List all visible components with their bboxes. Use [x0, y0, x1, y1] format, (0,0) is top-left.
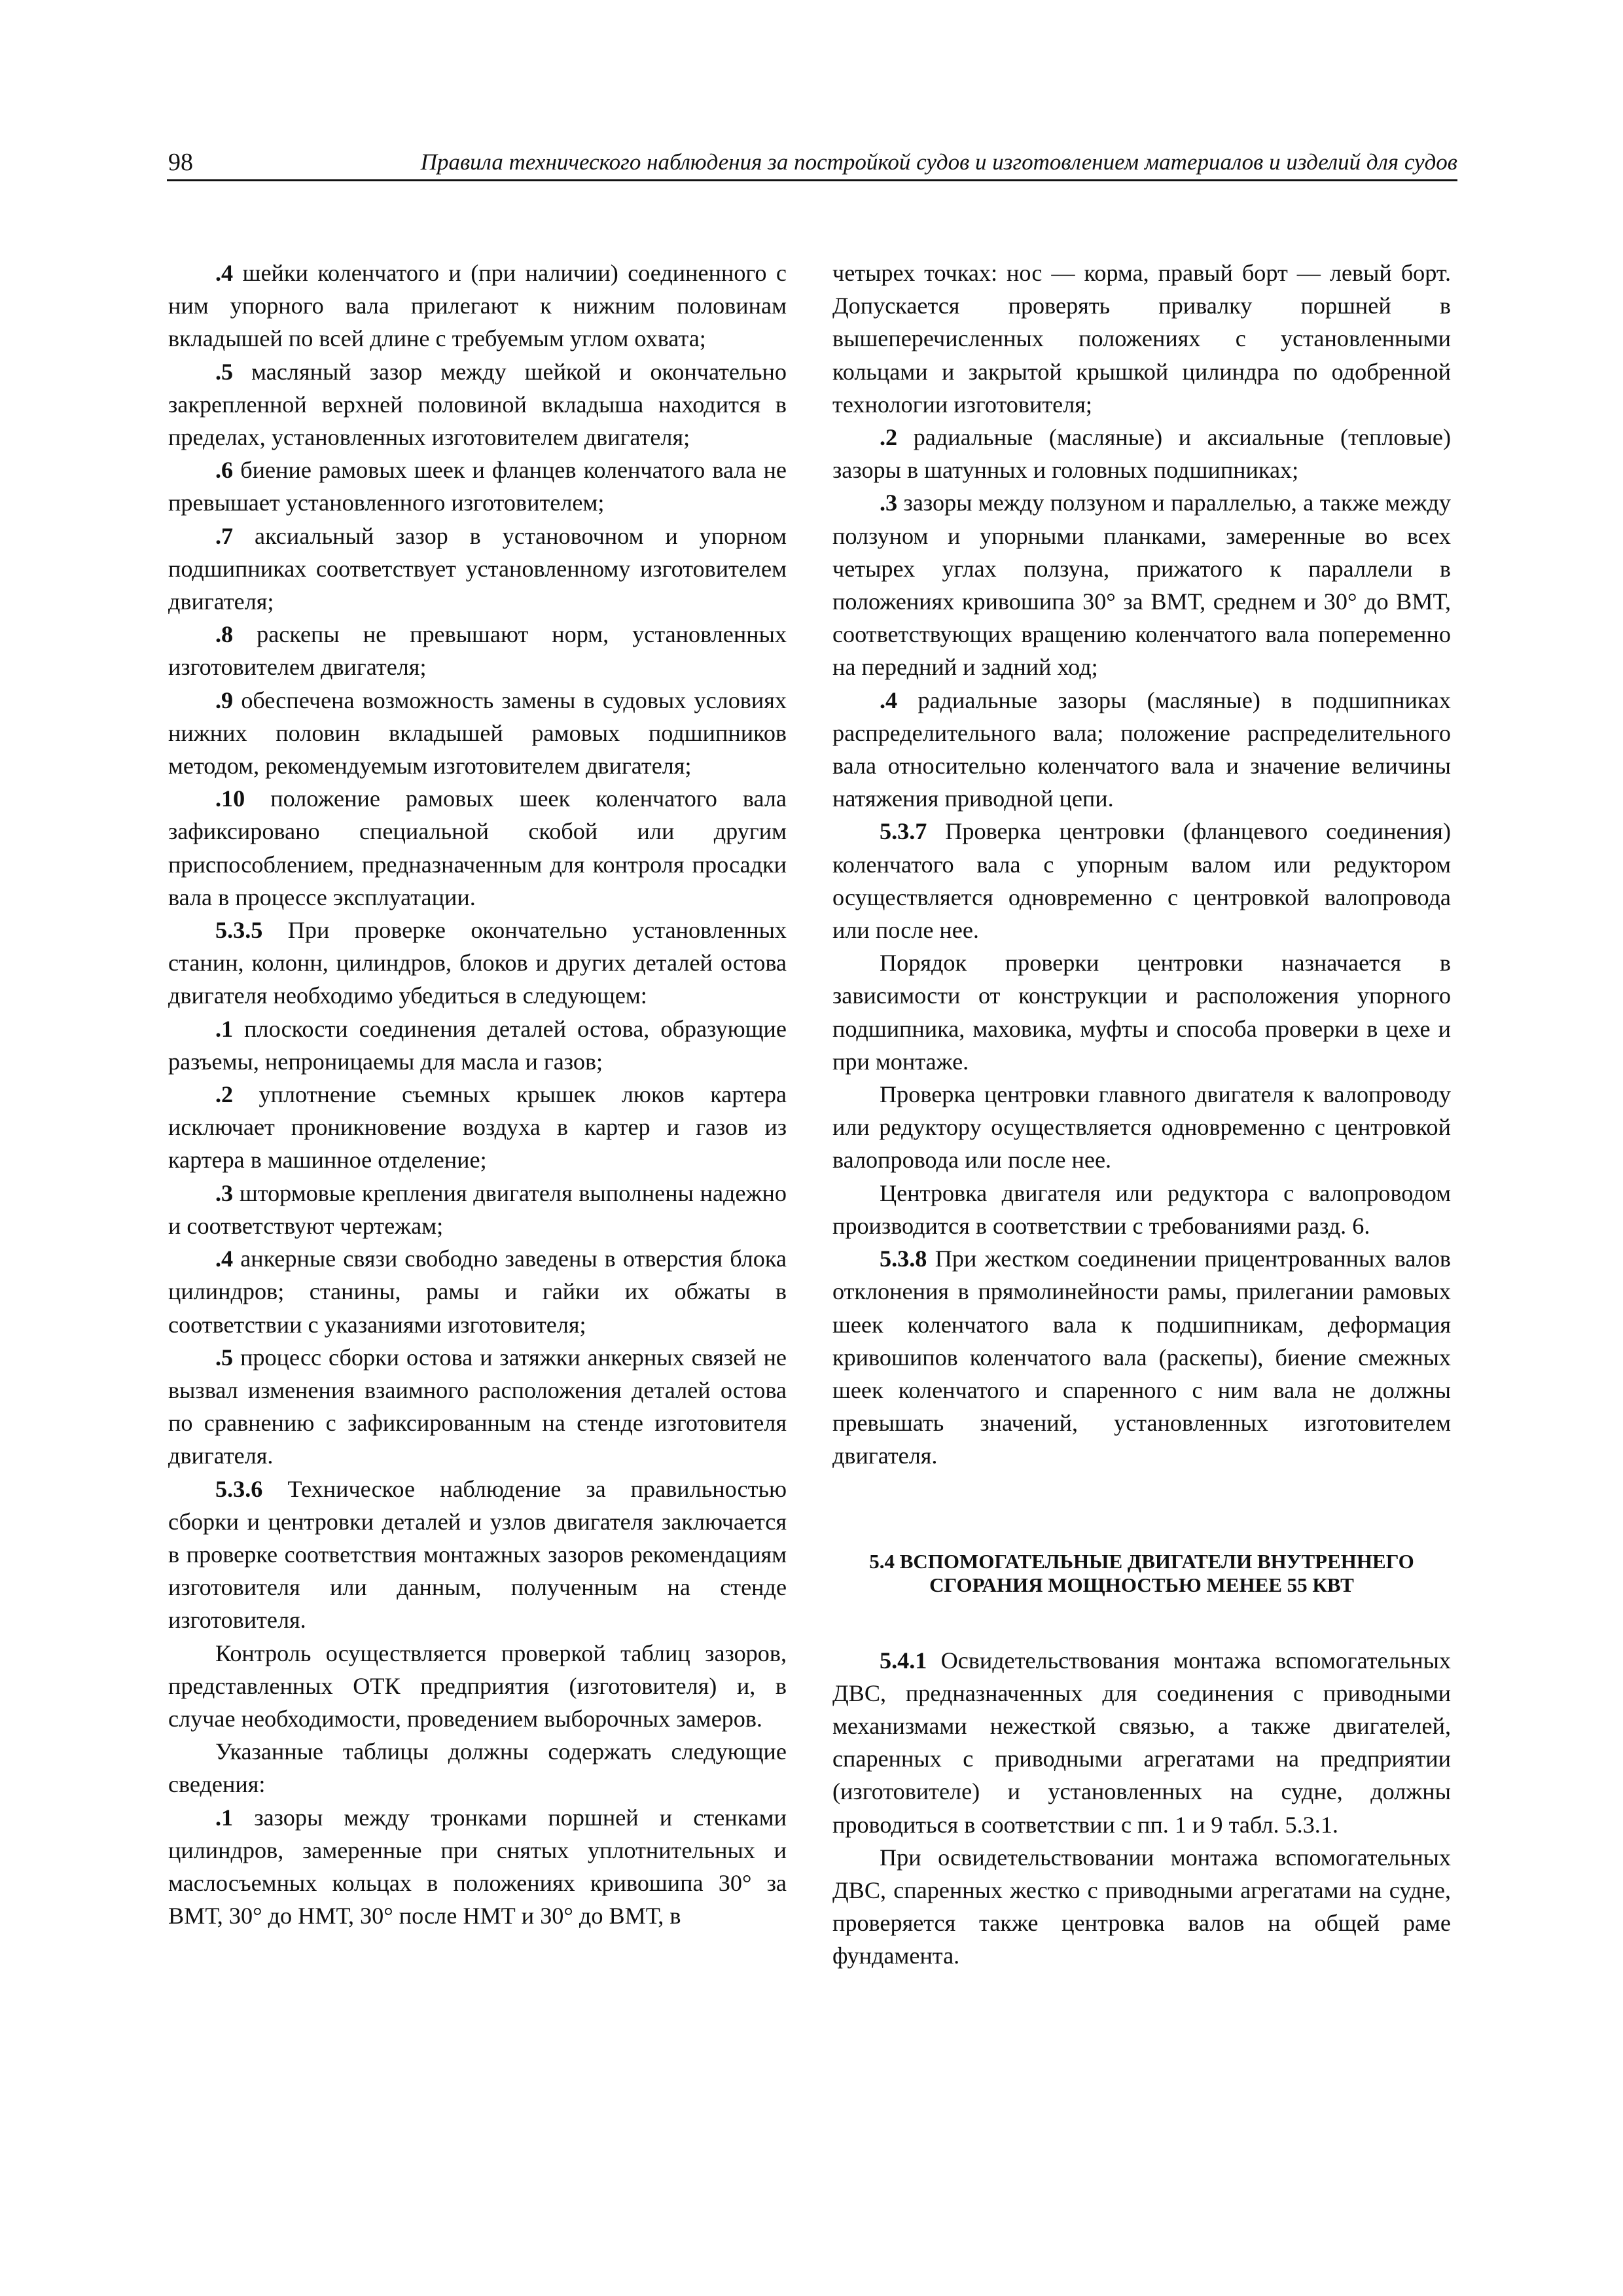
item-number: .3: [880, 490, 898, 516]
paragraph: [168, 1801, 787, 1933]
paragraph: [168, 914, 787, 1013]
paragraph: [168, 257, 787, 355]
paragraph: [832, 1242, 1451, 1472]
item-number: .4: [215, 1246, 234, 1272]
item-number: .3: [215, 1179, 234, 1206]
paragraph: [832, 486, 1451, 683]
paragraph-text: Порядок проверки центровки назначается в зависимости от конструкции и расположения упорного подшипника, маховика, муфты и способа проверки в цехе и при монтаже.: [832, 950, 1451, 1075]
paragraph-text: Контроль осуществляется проверкой таблиц зазоров, представленных ОТК предприятия (изготовителя) и, в случае необходимости, проведением выборочных замеров.: [168, 1640, 787, 1732]
paragraph-text: При освидетельствовании монтажа вспомогательных ДВС, спаренных жестко с приводными агрегатами на судне, проверяется также центровка валов на общей раме фундамента.: [832, 1844, 1451, 1969]
item-number: .1: [215, 1804, 234, 1831]
paragraph: [832, 1177, 1451, 1242]
paragraph: [832, 1078, 1451, 1177]
paragraph-text: процесс сборки остова и затяжки анкерных связей не вызвал изменения взаимного расположения деталей остова по сравнению с зафиксированным на стенде изготовителя двигателя.: [168, 1344, 787, 1469]
clause-number: 5.3.8: [880, 1246, 927, 1272]
paragraph-text: раскепы не превышают норм, установленных изготовителем двигателя;: [168, 621, 787, 681]
paragraph: [832, 257, 1451, 421]
paragraph-text: плоскости соединения деталей остова, образующие разъемы, непроницаемы для масла и газов;: [168, 1015, 787, 1075]
clause-number: 5.3.6: [215, 1475, 263, 1502]
section-heading: [832, 1550, 1451, 1597]
item-number: .4: [215, 260, 234, 286]
paragraph-text: зазоры между ползуном и параллелью, а также между ползуном и упорными планками, замеренные во всех четырех углах ползуна, прижатого к параллели в положениях кривошипа 30° за ВМТ, среднем и 30° до ВМТ, соответствующих вращению коленчатого вала попеременно на передний и задний ход;: [832, 490, 1451, 681]
paragraph: [168, 1078, 787, 1177]
left-column: [168, 257, 787, 1932]
running-header: [167, 145, 1457, 181]
paragraph-text: При проверке окончательно установленных станин, колонн, цилиндров, блоков и других деталей остова двигателя необходимо убедиться в следующем:: [168, 917, 787, 1009]
paragraph-text: масляный зазор между шейкой и окончательно закрепленной верхней половиной вкладыша находится в пределах, установленных изготовителем двигателя;: [168, 358, 787, 451]
clause-number: 5.3.7: [880, 818, 927, 845]
paragraph: [168, 1242, 787, 1341]
paragraph-text: радиальные зазоры (масляные) в подшипниках распределительного вала; положение распределительного вала относительно коленчатого вала и значение величины натяжения приводной цепи.: [832, 687, 1451, 812]
paragraph-text: обеспечена возможность замены в судовых условиях нижних половин вкладышей рамовых подшипников методом, рекомендуемым изготовителем двигателя;: [168, 687, 787, 780]
item-number: .1: [215, 1015, 234, 1042]
item-number: .2: [880, 424, 898, 451]
paragraph-text: уплотнение съемных крышек люков картера исключает проникновение воздуха в картер и газов из картера в машинное отделение;: [168, 1081, 787, 1174]
paragraph: [832, 946, 1451, 1078]
running-title: Правила технического наблюдения за постройкой судов и изготовлением материалов и изделий для судов: [420, 149, 1457, 175]
section-heading-line: 5.4 ВСПОМОГАТЕЛЬНЫЕ ДВИГАТЕЛИ ВНУТРЕННЕГО: [869, 1549, 1414, 1573]
paragraph: [168, 618, 787, 683]
clause-number: 5.3.5: [215, 917, 263, 944]
right-column: [832, 257, 1451, 1973]
paragraph-text: шейки коленчатого и (при наличии) соединенного с ним упорного вала прилегают к нижним половинам вкладышей по всей длине с требуемым углом охвата;: [168, 260, 787, 352]
item-number: .10: [215, 785, 245, 812]
paragraph: [168, 1637, 787, 1736]
paragraph-text: зазоры между тронками поршней и стенками цилиндров, замеренные при снятых уплотнительных и маслосъемных кольцах в положениях кривошипа 30° за ВМТ, 30° до НМТ, 30° после НМТ и 30° до ВМТ, в: [168, 1804, 787, 1929]
paragraph: [168, 355, 787, 454]
paragraph-text: радиальные (масляные) и аксиальные (тепловые) зазоры в шатунных и головных подшипниках;: [832, 424, 1451, 484]
paragraph: [168, 1473, 787, 1637]
item-number: .5: [215, 358, 234, 385]
paragraph-text: Проверка центровки главного двигателя к валопроводу или редуктору осуществляется одновременно с центровкой валопровода или после нее.: [832, 1081, 1451, 1174]
item-number: .8: [215, 621, 234, 648]
paragraph-text: положение рамовых шеек коленчатого вала зафиксировано специальной скобой или другим приспособлением, предназначенным для контроля просадки вала в процессе эксплуатации.: [168, 785, 787, 910]
paragraph: [168, 1341, 787, 1473]
item-number: .2: [215, 1081, 234, 1108]
paragraph: [832, 684, 1451, 816]
paragraph-text: Проверка центровки (фланцевого соединения) коленчатого вала с упорным валом или редуктором осуществляется одновременно с центровкой валопровода или после нее.: [832, 818, 1451, 944]
paragraph-text: четырех точках: нос — корма, правый борт — левый борт. Допускается проверять привалку поршней в вышеперечисленных положениях с установленными кольцами и закрытой крышкой цилиндра по одобренной технологии изготовителя;: [832, 260, 1451, 418]
paragraph-text: Техническое наблюдение за правильностью сборки и центровки деталей и узлов двигателя заключается в проверке соответствия монтажных зазоров рекомендациям изготовителя или данным, полученным на стенде изготовителя.: [168, 1475, 787, 1634]
item-number: .6: [215, 457, 234, 484]
paragraph: [832, 1644, 1451, 1841]
item-number: .5: [215, 1344, 234, 1371]
paragraph-text: штормовые крепления двигателя выполнены надежно и соответствуют чертежам;: [168, 1179, 787, 1239]
paragraph: [168, 454, 787, 519]
item-number: .9: [215, 687, 234, 713]
paragraph-text: Освидетельствования монтажа вспомогательных ДВС, предназначенных для соединения с приводными механизмами нежесткой связью, а также двигателей, спаренных с приводными агрегатами на предприятии (изготовителе) и установленных на судне, должны проводиться в соответствии с пп. 1 и 9 табл. 5.3.1.: [832, 1647, 1451, 1838]
item-number: .4: [880, 687, 898, 713]
paragraph-text: Указанные таблицы должны содержать следующие сведения:: [168, 1738, 787, 1798]
paragraph: [832, 1841, 1451, 1973]
paragraph: [832, 815, 1451, 946]
paragraph-text: При жестком соединении прицентрованных валов отклонения в прямолинейности рамы, прилегании рамовых шеек коленчатого вала к подшипникам, деформация кривошипов коленчатого вала (раскепы), биение смежных шеек коленчатого и спаренного с ним вала не должны превышать значений, установленных изготовителем двигателя.: [832, 1246, 1451, 1469]
paragraph: [168, 1177, 787, 1242]
paragraph: [168, 1013, 787, 1078]
paragraph: [168, 520, 787, 619]
item-number: .7: [215, 522, 234, 549]
paragraph-text: биение рамовых шеек и фланцев коленчатого вала не превышает установленного изготовителем;: [168, 457, 787, 516]
paragraph-text: Центровка двигателя или редуктора с валопроводом производится в соответствии с требованиями разд. 6.: [832, 1179, 1451, 1239]
paragraph: [832, 421, 1451, 486]
section-heading-line: СГОРАНИЯ МОЩНОСТЬЮ МЕНЕЕ 55 КВТ: [929, 1573, 1354, 1596]
paragraph: [168, 684, 787, 783]
clause-number: 5.4.1: [880, 1647, 927, 1674]
paragraph-text: анкерные связи свободно заведены в отверстия блока цилиндров; станины, рамы и гайки их обжаты в соответствии с указаниями изготовителя;: [168, 1246, 787, 1338]
page-number: 98: [168, 149, 193, 176]
paragraph-text: аксиальный зазор в установочном и упорном подшипниках соответствует установленному изготовителем двигателя;: [168, 522, 787, 615]
paragraph: [168, 1735, 787, 1801]
paragraph: [168, 782, 787, 914]
